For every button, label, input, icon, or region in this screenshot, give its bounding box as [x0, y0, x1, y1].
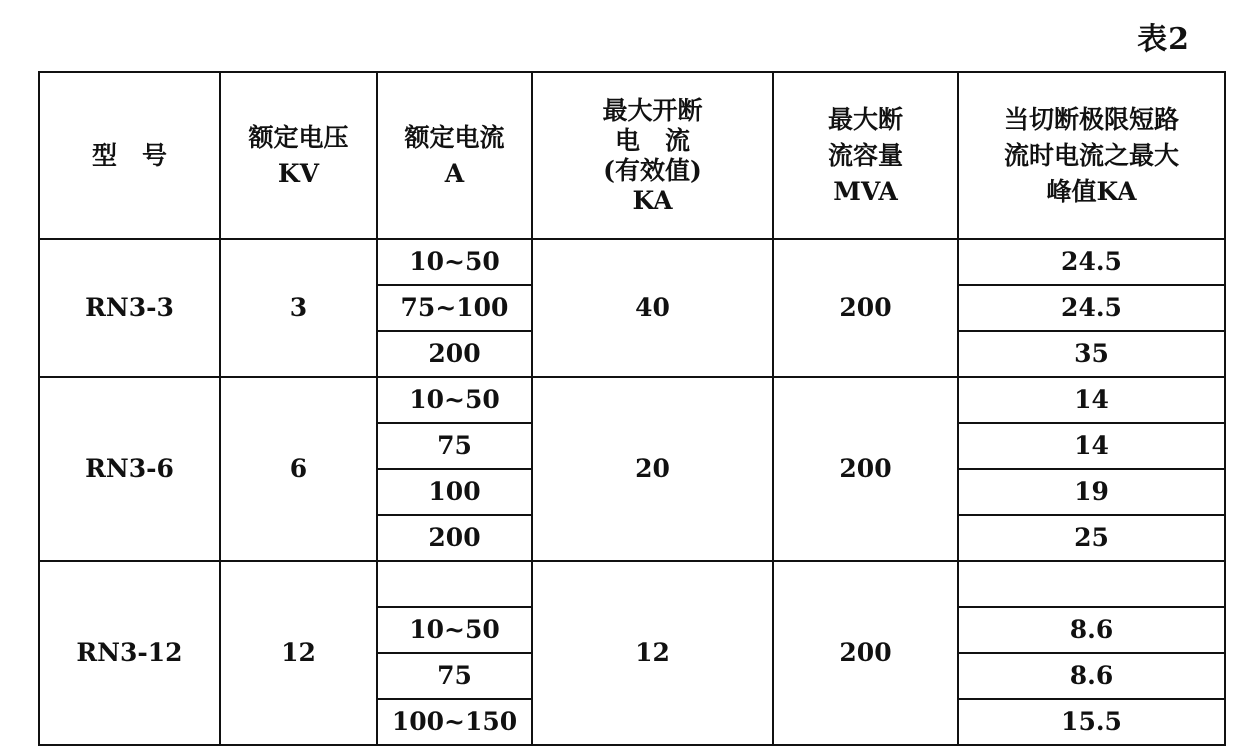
peak-current-cell: 14: [958, 377, 1225, 423]
peak-current-cell: 24.5: [958, 285, 1225, 331]
table-caption: 表2: [1137, 22, 1190, 57]
current-cell: 10~50: [377, 607, 532, 653]
current-cell: 10~50: [377, 377, 532, 423]
header-breaking-capacity-line1: 最大断: [827, 104, 903, 134]
header-row: [39, 72, 1225, 239]
breaking-current-cell: 40: [532, 239, 773, 377]
model-cell: RN3-6: [39, 377, 220, 561]
current-cell: 75~100: [377, 285, 532, 331]
header-voltage: [220, 72, 377, 239]
breaking-current-cell: 20: [532, 377, 773, 561]
current-cell: 10~50: [377, 239, 532, 285]
peak-current-cell: 24.5: [958, 239, 1225, 285]
voltage-cell: 12: [220, 561, 377, 745]
header-breaking-capacity: [773, 72, 958, 239]
model-cell: RN3-12: [39, 561, 220, 745]
peak-current-cell: 8.6: [958, 653, 1225, 699]
header-current: [377, 72, 532, 239]
header-breaking-capacity-unit: MVA: [833, 176, 898, 206]
current-cell: 75: [377, 653, 532, 699]
header-model-label: 型 号: [91, 140, 167, 170]
header-peak-current-line1: 当切断极限短路: [1003, 104, 1179, 134]
header-breaking-current-line1: 最大开断: [602, 95, 703, 125]
header-breaking-current-line3: (有效值): [603, 155, 702, 185]
current-cell: 75: [377, 423, 532, 469]
header-current-label: 额定电流: [404, 122, 505, 152]
peak-current-cell: 8.6: [958, 607, 1225, 653]
voltage-cell: 3: [220, 239, 377, 377]
header-voltage-unit: KV: [277, 158, 320, 188]
header-breaking-capacity-line2: 流容量: [827, 140, 903, 170]
header-peak-current-line3: 峰值KA: [1046, 176, 1137, 206]
voltage-cell: 6: [220, 377, 377, 561]
header-model: [39, 72, 220, 239]
peak-current-cell: 19: [958, 469, 1225, 515]
header-peak-current-line2: 流时电流之最大: [1003, 140, 1179, 170]
header-breaking-current: [532, 72, 773, 239]
table-row: [39, 561, 1225, 607]
current-cell: 200: [377, 331, 532, 377]
peak-current-cell: 15.5: [958, 699, 1225, 745]
table-row: [39, 377, 1225, 423]
breaking-capacity-cell: 200: [773, 377, 958, 561]
breaking-capacity-cell: 200: [773, 561, 958, 745]
header-breaking-current-unit: KA: [632, 185, 673, 215]
header-current-unit: A: [444, 158, 465, 188]
fuse-spec-table: [38, 71, 1226, 746]
header-voltage-label: 额定电压: [248, 122, 349, 152]
peak-current-cell: 35: [958, 331, 1225, 377]
current-cell: 100~150: [377, 699, 532, 745]
current-cell: 200: [377, 515, 532, 561]
peak-current-cell: [958, 561, 1225, 607]
header-breaking-current-line2: 电 流: [614, 125, 690, 155]
model-cell: RN3-3: [39, 239, 220, 377]
peak-current-cell: 25: [958, 515, 1225, 561]
breaking-current-cell: 12: [532, 561, 773, 745]
peak-current-cell: 14: [958, 423, 1225, 469]
current-cell: [377, 561, 532, 607]
breaking-capacity-cell: 200: [773, 239, 958, 377]
header-peak-current: [958, 72, 1225, 239]
current-cell: 100: [377, 469, 532, 515]
table-row: [39, 239, 1225, 285]
